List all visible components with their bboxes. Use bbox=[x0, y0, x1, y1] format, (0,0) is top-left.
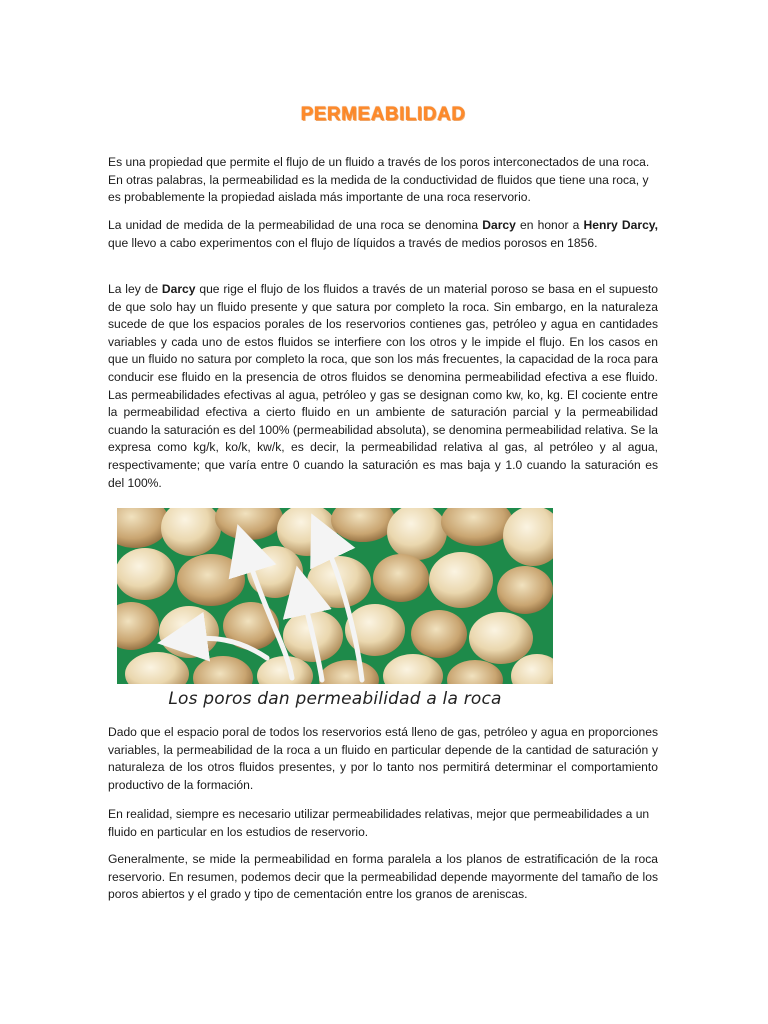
paragraph-darcy-law bbox=[108, 281, 658, 492]
paragraph-summary: Generalmente, se mide la permeabilidad en forma paralela a los planos de estratificación de la roca reservorio. En resumen, podemos decir que la permeabilidad depende mayormente del tamaño de los poros abiertos y el grado y tipo de cementación entre los granos de areniscas. bbox=[108, 852, 658, 902]
bold-term-darcy: Darcy bbox=[482, 218, 516, 232]
paragraph-pore-space: Dado que el espacio poral de todos los reservorios está lleno de gas, petróleo y agua en proporciones variables, la permeabilidad de la roca a un fluido en particular depende de la cantidad de saturación y naturaleza de los otros fluidos presentes, y por lo tanto nos permitirá determinar el comportamiento productivo de la formación. bbox=[108, 725, 658, 792]
figure-caption: Los poros dan permeabilidad a la roca bbox=[168, 689, 502, 709]
text-span: La ley de bbox=[108, 282, 162, 296]
bold-term-henry-darcy: Henry Darcy, bbox=[583, 218, 658, 232]
permeability-illustration bbox=[117, 508, 553, 714]
bold-term-darcy: Darcy bbox=[161, 282, 196, 296]
text-span: en honor a bbox=[515, 218, 584, 232]
paragraph-relative-permeability: En realidad, siempre es necesario utilizar permeabilidades relativas, mejor que permeabilidades a un fluido en particular en los estudios de reservorio. bbox=[108, 807, 650, 839]
text-span: La unidad de medida de la permeabilidad de una roca se denomina bbox=[108, 218, 483, 232]
text-span: que rige el flujo de los fluidos a través de un material poroso se basa en el supuesto de que solo hay un fluido presente y que satura por completo la roca. Sin embargo, en la naturaleza sucede de que los espacios porales de los reservorios contienes gas, petróleo y agua en cantidades variables y cada uno de estos fluidos se interfiere con los otros y le impide el flujo. En los casos en que un fluido no satura por completo la roca, que son los más frecuentes, la capacidad de la roca para conducir ese fluido en la presencia de otros fluidos se denomina permeabilidad efectiva a ese fluido. Las permeabilidades efectivas al agua, petróleo y gas se designan como kw, ko, kg. El cociente entre la permeabilidad efectiva a cierto fluido en un ambiente de saturación parcial y la permeabilidad cuando la saturación es del 100% (permeabilidad absoluta), se denomina permeabilidad relativa. Se la expresa como kg/k, ko/k, kw/k, es decir, la permeabilidad relativa al gas, al petróleo y al agua, respectivamente; que varía entre 0 cuando la saturación es mas baja y 1.0 cuando la saturación es del 100%. bbox=[108, 282, 658, 490]
paragraph-definition: Es una propiedad que permite el flujo de un fluido a través de los poros interconectados de una roca. En otras palabras, la permeabilidad es la medida de la conductividad de fluidos que tiene una roca, y es probablemente la propiedad aislada más importante de una roca reservorio. bbox=[108, 155, 650, 205]
text-span: que llevo a cabo experimentos con el flujo de líquidos a través de medios porosos en 1856. bbox=[108, 235, 598, 250]
page-title: PERMEABILIDAD bbox=[300, 104, 466, 125]
paragraph-unit bbox=[108, 217, 658, 252]
